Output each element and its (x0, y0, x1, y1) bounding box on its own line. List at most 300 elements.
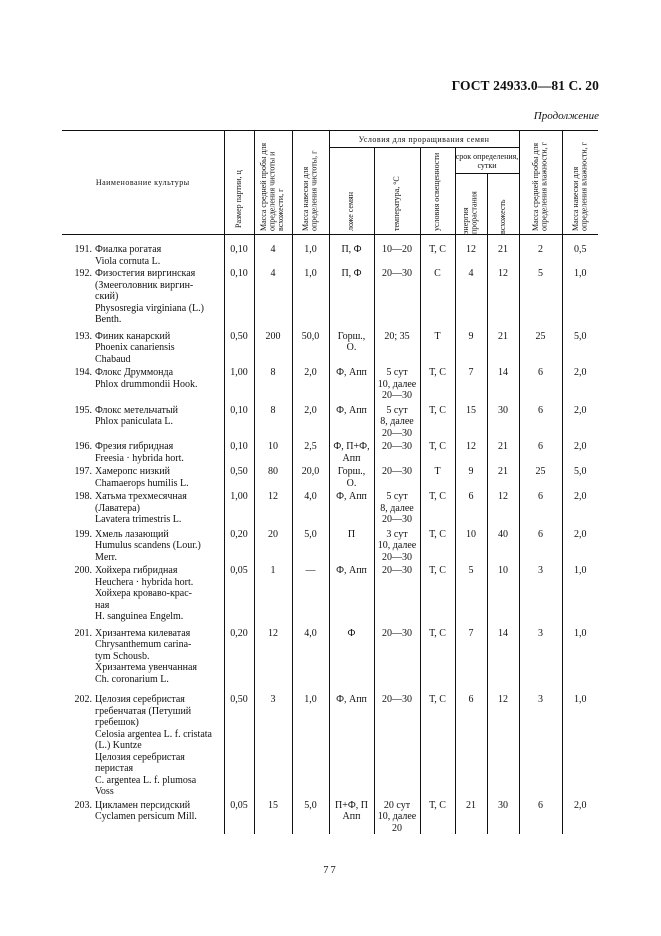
header-sample-mass-text: Масса средней пробы для определения чистоты и всхожести, г (259, 142, 286, 231)
cell-name (62, 365, 224, 402)
culture-name (95, 565, 224, 623)
row-number: 195. (74, 404, 92, 416)
cell-seed-bed-line: Горш., (337, 466, 366, 477)
cell-purity-mass: 1,0 (292, 235, 329, 268)
cell-temperature-line: 20—30 (382, 694, 412, 705)
culture-name (95, 800, 224, 823)
cell-temperature (374, 563, 420, 623)
cell-purity-mass: 4,0 (292, 489, 329, 526)
header-energy-text: энергия прорастания (461, 191, 479, 234)
cell-temperature-line: 20—30 (382, 565, 412, 576)
row-number: 194. (74, 367, 92, 378)
cell-energy: 6 (455, 489, 487, 526)
cell-name (62, 464, 224, 489)
cell-temperature-line: 20; 35 (384, 330, 410, 342)
cell-germination: 21 (487, 464, 519, 489)
row-number: 193. (74, 330, 92, 342)
table-body (62, 235, 598, 835)
header-moisture-weight (562, 131, 598, 235)
cell-temperature (374, 267, 420, 326)
cell-germination: 21 (487, 235, 519, 268)
cell-batch-size: 0,10 (224, 439, 254, 464)
cell-lighting: Т, С (420, 489, 455, 526)
cell-moisture-sample: 2 (519, 235, 562, 268)
cell-temperature-line: 5 сут (386, 491, 408, 502)
cell-purity-mass: 50,0 (292, 326, 329, 366)
cell-temperature (374, 402, 420, 440)
culture-name-line: Целозия серебристая (95, 694, 185, 705)
cell-energy: 7 (455, 365, 487, 402)
row-number: 199. (74, 528, 92, 540)
culture-name-line: Humulus scandens (Lour.) (95, 540, 201, 551)
culture-name (95, 244, 224, 267)
name-wrap (62, 441, 224, 464)
cell-energy: 15 (455, 402, 487, 440)
culture-name-line: Cyclamen persicum Mill. (95, 811, 197, 822)
cell-lighting: С (420, 267, 455, 326)
cell-batch-size: 1,00 (224, 365, 254, 402)
cell-name (62, 402, 224, 440)
name-wrap (62, 694, 224, 798)
cell-temperature-line: 20—30 (382, 441, 412, 452)
cell-germination: 21 (487, 326, 519, 366)
cell-sample-mass: 20 (254, 526, 292, 564)
cell-batch-size: 0,05 (224, 798, 254, 835)
cell-batch-size: 0,10 (224, 402, 254, 440)
cell-energy: 10 (455, 526, 487, 564)
cell-sample-mass: 8 (254, 365, 292, 402)
cell-purity-mass: 2,0 (292, 365, 329, 402)
cell-germination: 14 (487, 623, 519, 686)
cell-moisture-sample: 6 (519, 439, 562, 464)
cell-purity-mass: 1,0 (292, 685, 329, 798)
culture-name-line: Флокс метельчатый (95, 404, 178, 416)
cell-temperature-line: 3 сут (386, 528, 408, 540)
cell-name (62, 623, 224, 686)
header-seed-bed (329, 148, 374, 235)
cell-lighting: Т, С (420, 623, 455, 686)
cell-seed-bed (329, 267, 374, 326)
cell-name (62, 563, 224, 623)
cell-sample-mass: 4 (254, 235, 292, 268)
cell-temperature-line: 8, далее (380, 416, 414, 427)
cell-seed-bed (329, 464, 374, 489)
culture-name-line: Chamaerops humilis L. (95, 477, 189, 489)
name-wrap (62, 800, 224, 823)
cell-moisture-sample: 25 (519, 326, 562, 366)
header-name: Наименование культуры (62, 131, 224, 235)
header-germination-text: всхожесть (497, 199, 507, 234)
name-wrap (62, 529, 224, 564)
cell-germination: 12 (487, 489, 519, 526)
name-wrap (62, 268, 224, 326)
cell-moisture-sample: 6 (519, 489, 562, 526)
table-row (62, 402, 598, 440)
culture-name-line: Heuchera · hybrida hort. (95, 576, 194, 588)
cell-moisture-weight: 2,0 (562, 365, 598, 402)
cell-name (62, 489, 224, 526)
cell-temperature-line: 20—30 (382, 551, 412, 563)
cell-moisture-weight: 2,0 (562, 489, 598, 526)
cell-germination: 30 (487, 402, 519, 440)
cell-batch-size: 0,50 (224, 464, 254, 489)
name-wrap (62, 331, 224, 366)
cell-sample-mass: 200 (254, 326, 292, 366)
header-term-group: срок определения, сутки (455, 148, 519, 174)
table-row (62, 365, 598, 402)
culture-name-line: ский) (95, 291, 119, 302)
cell-batch-size: 0,10 (224, 267, 254, 326)
cell-seed-bed (329, 439, 374, 464)
cell-name (62, 267, 224, 326)
header-energy (455, 174, 487, 235)
cell-moisture-sample: 6 (519, 402, 562, 440)
name-wrap (62, 466, 224, 489)
culture-name-line: Цикламен персидский (95, 799, 191, 811)
cell-batch-size: 0,50 (224, 685, 254, 798)
header-lighting (420, 148, 455, 235)
cell-temperature-line: 10, далее (377, 378, 417, 390)
cell-moisture-sample: 5 (519, 267, 562, 326)
cell-temperature-line: 5 сут (386, 404, 408, 416)
cell-temperature-line: 10, далее (377, 540, 417, 551)
culture-name-line: Chabaud (95, 353, 131, 365)
culture-name (95, 441, 224, 464)
row-number: 197. (74, 466, 92, 477)
cell-temperature-line: 20 (392, 822, 402, 834)
cell-temperature-line: 20—30 (382, 427, 412, 439)
cell-energy: 4 (455, 267, 487, 326)
cell-moisture-weight: 5,0 (562, 326, 598, 366)
header-purity-mass (292, 131, 329, 235)
culture-name (95, 466, 224, 489)
culture-name (95, 405, 224, 428)
cell-seed-bed-line: Ф (347, 627, 356, 639)
culture-name-line: H. sanguinea Engelm. (95, 611, 184, 622)
cell-moisture-sample: 6 (519, 526, 562, 564)
culture-name (95, 694, 224, 798)
cell-energy: 21 (455, 798, 487, 835)
cell-seed-bed-line: П, Ф (341, 268, 362, 279)
culture-name (95, 491, 224, 526)
cell-seed-bed (329, 685, 374, 798)
cell-sample-mass: 8 (254, 402, 292, 440)
cell-seed-bed (329, 563, 374, 623)
culture-name-line: перистая (95, 763, 134, 774)
cell-seed-bed-line: Ф, Апп (336, 367, 367, 378)
cell-sample-mass: 1 (254, 563, 292, 623)
cell-lighting: Т, С (420, 365, 455, 402)
cell-lighting: Т, С (420, 235, 455, 268)
culture-name (95, 628, 224, 686)
header-moisture-sample-text: Масса средней пробы для определения влажности, г (530, 141, 549, 231)
cell-moisture-weight: 1,0 (562, 267, 598, 326)
cell-moisture-sample: 3 (519, 623, 562, 686)
header-purity-mass-text: Масса навески для определения чистоты, г (300, 150, 319, 231)
cell-energy: 9 (455, 326, 487, 366)
cell-seed-bed-line: О. (346, 342, 357, 353)
cell-moisture-weight: 2,0 (562, 526, 598, 564)
cell-batch-size: 0,05 (224, 563, 254, 623)
cell-lighting: Т (420, 326, 455, 366)
table-row (62, 685, 598, 798)
cell-seed-bed-line: Ф, Апп (336, 694, 367, 705)
cell-moisture-sample: 6 (519, 798, 562, 835)
cell-energy: 6 (455, 685, 487, 798)
row-number: 201. (74, 627, 92, 639)
cell-moisture-weight: 1,0 (562, 623, 598, 686)
cell-germination: 21 (487, 439, 519, 464)
culture-name-line: Phlox paniculata L. (95, 416, 174, 427)
header-moisture-sample (519, 131, 562, 235)
cell-temperature-line: 20 сут (383, 799, 411, 811)
cell-energy: 9 (455, 464, 487, 489)
cell-purity-mass: 5,0 (292, 798, 329, 835)
seed-table (62, 130, 598, 834)
culture-name (95, 367, 224, 390)
row-number: 202. (74, 694, 92, 705)
culture-name-line: Lavatera trimestris L. (95, 514, 182, 525)
cell-temperature (374, 235, 420, 268)
cell-purity-mass: 4,0 (292, 623, 329, 686)
cell-temperature (374, 464, 420, 489)
culture-name-line: Phoenix canariensis (95, 342, 175, 353)
name-wrap (62, 628, 224, 686)
cell-germination: 10 (487, 563, 519, 623)
cell-name (62, 326, 224, 366)
culture-name-line: C. argentea L. f. plumosa (95, 774, 197, 786)
cell-temperature (374, 365, 420, 402)
culture-name-line: Voss (95, 786, 114, 797)
table-row (62, 235, 598, 268)
cell-seed-bed-line: Горш., (337, 330, 366, 342)
cell-seed-bed-line: Апп (342, 452, 361, 464)
culture-name-line: Хризантема увенчанная (95, 662, 197, 673)
culture-name (95, 529, 224, 564)
table-row (62, 464, 598, 489)
header-temperature-text: температура, °С (391, 176, 401, 231)
cell-temperature-line: 20—30 (382, 268, 412, 279)
table-row (62, 267, 598, 326)
culture-name-line: (Змееголовник виргин- (95, 279, 194, 291)
culture-name-line: Хризантема килеватая (95, 627, 191, 639)
cell-moisture-weight: 2,0 (562, 402, 598, 440)
cell-purity-mass: 2,0 (292, 402, 329, 440)
cell-moisture-sample: 25 (519, 464, 562, 489)
cell-purity-mass: 1,0 (292, 267, 329, 326)
culture-name-line: Chrysanthemum carina- (95, 639, 192, 650)
table-row (62, 526, 598, 564)
cell-batch-size: 1,00 (224, 489, 254, 526)
header-temperature (374, 148, 420, 235)
seed-table-grid (62, 130, 598, 834)
cell-batch-size: 0,20 (224, 623, 254, 686)
cell-germination: 14 (487, 365, 519, 402)
culture-name-line: Benth. (95, 314, 122, 325)
table-row (62, 563, 598, 623)
cell-name (62, 526, 224, 564)
cell-temperature (374, 685, 420, 798)
culture-name-line: Хамеропс низкий (95, 466, 170, 477)
cell-energy: 12 (455, 235, 487, 268)
culture-name-line: Фрезия гибридная (95, 441, 174, 452)
culture-name-line: Хойхера кроваво-крас- (95, 588, 193, 599)
cell-seed-bed-line: Апп (342, 811, 361, 822)
cell-lighting: Т, С (420, 563, 455, 623)
cell-moisture-sample: 3 (519, 563, 562, 623)
cell-seed-bed-line: Ф, Апп (336, 491, 367, 502)
cell-lighting: Т, С (420, 798, 455, 835)
page-number: 77 (323, 865, 338, 876)
row-number: 196. (74, 441, 92, 452)
cell-seed-bed-line: П (347, 528, 356, 540)
header-sample-mass (254, 131, 292, 235)
cell-seed-bed (329, 365, 374, 402)
culture-name-line: Celosia argentea L. f. cristata (95, 728, 212, 740)
row-number: 203. (74, 799, 92, 811)
cell-temperature-line: 20—30 (382, 390, 412, 401)
table-row (62, 439, 598, 464)
name-wrap (62, 491, 224, 526)
cell-batch-size: 0,10 (224, 235, 254, 268)
cell-seed-bed-line: Ф, П+Ф, (333, 441, 370, 452)
table-row (62, 798, 598, 835)
cell-moisture-weight: 2,0 (562, 439, 598, 464)
culture-name-line: (Лаватера) (95, 502, 140, 514)
header-moisture-weight-text: Масса навески для определения влажности, г (570, 141, 589, 231)
culture-name-line: Хойхера гибридная (95, 565, 178, 576)
culture-name-line: гребенчатая (Петуший (95, 705, 192, 717)
cell-moisture-weight: 5,0 (562, 464, 598, 489)
name-wrap (62, 244, 224, 267)
cell-purity-mass: 20,0 (292, 464, 329, 489)
cell-sample-mass: 12 (254, 623, 292, 686)
culture-name-line: Freesia · hybrida hort. (95, 452, 184, 464)
cell-seed-bed-line: П+Ф, П (335, 799, 368, 811)
culture-name-line: Merr. (95, 551, 117, 563)
culture-name (95, 268, 224, 326)
header-lighting-text: условия освещенности (432, 152, 442, 231)
row-number: 200. (74, 565, 92, 576)
header-batch-size (224, 131, 254, 235)
row-number: 198. (74, 491, 92, 502)
culture-name-line: Ch. coronarium L. (95, 673, 169, 685)
cell-temperature-line: 10, далее (377, 811, 417, 822)
cell-energy: 12 (455, 439, 487, 464)
cell-sample-mass: 12 (254, 489, 292, 526)
cell-lighting: Т, С (420, 402, 455, 440)
cell-name (62, 439, 224, 464)
cell-sample-mass: 4 (254, 267, 292, 326)
culture-name-line: (L.) Kuntze (95, 740, 142, 751)
cell-seed-bed (329, 235, 374, 268)
culture-name-line: ная (95, 599, 110, 611)
table-row (62, 489, 598, 526)
cell-seed-bed (329, 402, 374, 440)
cell-temperature (374, 623, 420, 686)
header-conditions: Условия для проращивания семян (329, 131, 519, 148)
culture-name-line: Финик канарский (95, 330, 171, 342)
name-wrap (62, 367, 224, 390)
cell-moisture-sample: 6 (519, 365, 562, 402)
cell-temperature-line: 20—30 (382, 627, 412, 639)
cell-moisture-weight: 1,0 (562, 685, 598, 798)
cell-lighting: Т, С (420, 685, 455, 798)
cell-temperature-line: 10—20 (382, 244, 412, 255)
culture-name-line: Фиалка рогатая (95, 244, 162, 255)
culture-name-line: Целозия серебристая (95, 751, 185, 763)
cell-germination: 12 (487, 267, 519, 326)
table-row (62, 623, 598, 686)
header-seed-bed-text: ложе семян (346, 192, 356, 231)
cell-energy: 5 (455, 563, 487, 623)
name-wrap (62, 405, 224, 428)
continuation-label: Продолжение (533, 110, 599, 122)
cell-seed-bed (329, 526, 374, 564)
cell-name (62, 685, 224, 798)
cell-batch-size: 0,20 (224, 526, 254, 564)
document-title: ГОСТ 24933.0—81 С. 20 (451, 78, 599, 93)
cell-seed-bed-line: О. (346, 477, 357, 489)
row-number: 192. (74, 268, 92, 279)
cell-lighting: Т, С (420, 526, 455, 564)
cell-temperature-line: 5 сут (386, 367, 408, 378)
cell-lighting: Т (420, 464, 455, 489)
cell-seed-bed-line: П, Ф (341, 244, 362, 255)
culture-name-line: Хатьма трехмесячная (95, 491, 187, 502)
culture-name-line: Physosregia virginiana (L.) (95, 302, 204, 314)
cell-seed-bed-line: Ф, Апп (336, 565, 367, 576)
cell-moisture-sample: 3 (519, 685, 562, 798)
cell-germination: 30 (487, 798, 519, 835)
cell-moisture-weight: 2,0 (562, 798, 598, 835)
cell-germination: 12 (487, 685, 519, 798)
cell-temperature-line: 20—30 (382, 466, 412, 477)
row-number: 191. (74, 244, 92, 255)
cell-temperature (374, 798, 420, 835)
cell-energy: 7 (455, 623, 487, 686)
culture-name-line: Phlox drummondii Hook. (95, 378, 198, 390)
culture-name-line: гребешок) (95, 717, 139, 728)
cell-purity-mass: 5,0 (292, 526, 329, 564)
header-batch-size-text: Размер партии, ц (233, 169, 243, 228)
cell-moisture-weight: 0,5 (562, 235, 598, 268)
cell-sample-mass: 15 (254, 798, 292, 835)
cell-seed-bed (329, 623, 374, 686)
cell-name (62, 235, 224, 268)
culture-name-line: Хмель лазающий (95, 528, 169, 540)
cell-germination: 40 (487, 526, 519, 564)
cell-moisture-weight: 1,0 (562, 563, 598, 623)
name-wrap (62, 565, 224, 623)
cell-seed-bed (329, 798, 374, 835)
cell-purity-mass: 2,5 (292, 439, 329, 464)
culture-name (95, 331, 224, 366)
cell-seed-bed (329, 489, 374, 526)
table-row (62, 326, 598, 366)
cell-temperature (374, 439, 420, 464)
cell-seed-bed-line: Ф, Апп (336, 404, 367, 416)
culture-name-line: Физостегия виргинская (95, 268, 196, 279)
header-germination (487, 174, 519, 235)
cell-purity-mass: — (292, 563, 329, 623)
cell-sample-mass: 3 (254, 685, 292, 798)
cell-temperature (374, 326, 420, 366)
cell-lighting: Т, С (420, 439, 455, 464)
cell-temperature-line: 8, далее (380, 502, 414, 514)
cell-name (62, 798, 224, 835)
cell-sample-mass: 10 (254, 439, 292, 464)
